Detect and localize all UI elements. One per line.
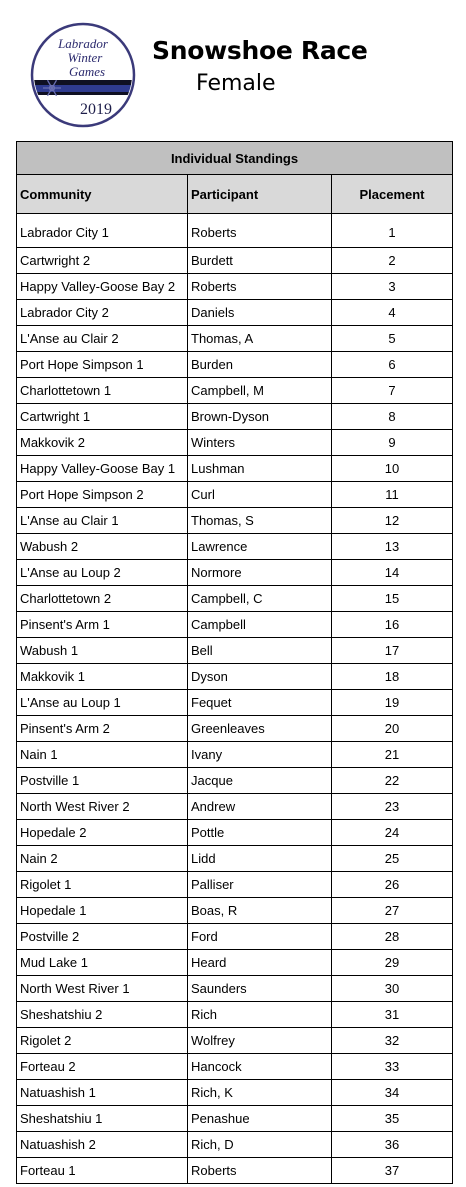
- community-cell: Happy Valley-Goose Bay 1: [17, 456, 188, 482]
- table-row: [17, 820, 453, 846]
- placement-cell: 1: [332, 214, 453, 248]
- logo-line2: Winter: [67, 50, 103, 65]
- participant-cell: Rich, K: [188, 1080, 332, 1106]
- participant-cell: Burdett: [188, 248, 332, 274]
- participant-cell: Fequet: [188, 690, 332, 716]
- community-cell: Postville 1: [17, 768, 188, 794]
- community-cell: Hopedale 1: [17, 898, 188, 924]
- community-cell: North West River 1: [17, 976, 188, 1002]
- table-row: [17, 586, 453, 612]
- logo-line3: Games: [68, 64, 106, 79]
- participant-cell: Bell: [188, 638, 332, 664]
- placement-cell: 23: [332, 794, 453, 820]
- participant-cell: Roberts: [188, 274, 332, 300]
- placement-cell: 35: [332, 1106, 453, 1132]
- table-row: [17, 1054, 453, 1080]
- community-cell: Hopedale 2: [17, 820, 188, 846]
- placement-cell: 16: [332, 612, 453, 638]
- community-cell: Charlottetown 2: [17, 586, 188, 612]
- table-row: [17, 716, 453, 742]
- community-cell: Natuashish 1: [17, 1080, 188, 1106]
- community-cell: Cartwright 1: [17, 404, 188, 430]
- placement-cell: 19: [332, 690, 453, 716]
- table-row: [17, 300, 453, 326]
- placement-cell: 33: [332, 1054, 453, 1080]
- table-row: [17, 248, 453, 274]
- community-cell: Mud Lake 1: [17, 950, 188, 976]
- table-row: [17, 1028, 453, 1054]
- participant-cell: Wolfrey: [188, 1028, 332, 1054]
- table-row: [17, 456, 453, 482]
- participant-cell: Greenleaves: [188, 716, 332, 742]
- placement-cell: 5: [332, 326, 453, 352]
- community-cell: L'Anse au Loup 1: [17, 690, 188, 716]
- placement-cell: 32: [332, 1028, 453, 1054]
- participant-cell: Hancock: [188, 1054, 332, 1080]
- table-row: [17, 898, 453, 924]
- table-header-row: [17, 175, 453, 214]
- community-cell: Makkovik 2: [17, 430, 188, 456]
- table-row: [17, 1132, 453, 1158]
- table-row: [17, 274, 453, 300]
- participant-cell: Campbell: [188, 612, 332, 638]
- placement-cell: 30: [332, 976, 453, 1002]
- community-cell: Charlottetown 1: [17, 378, 188, 404]
- participant-cell: Brown-Dyson: [188, 404, 332, 430]
- table-row: [17, 482, 453, 508]
- participant-cell: Jacque: [188, 768, 332, 794]
- table-row: [17, 612, 453, 638]
- placement-cell: 3: [332, 274, 453, 300]
- table-row: [17, 690, 453, 716]
- table-caption: Individual Standings: [17, 142, 453, 175]
- table-row: [17, 404, 453, 430]
- table-row: [17, 508, 453, 534]
- table-row: [17, 976, 453, 1002]
- placement-cell: 6: [332, 352, 453, 378]
- placement-cell: 21: [332, 742, 453, 768]
- participant-cell: Ford: [188, 924, 332, 950]
- participant-cell: Dyson: [188, 664, 332, 690]
- community-cell: Sheshatshiu 2: [17, 1002, 188, 1028]
- placement-cell: 2: [332, 248, 453, 274]
- participant-cell: Ivany: [188, 742, 332, 768]
- placement-cell: 11: [332, 482, 453, 508]
- participant-cell: Andrew: [188, 794, 332, 820]
- participant-cell: Rich: [188, 1002, 332, 1028]
- community-cell: Labrador City 1: [17, 214, 188, 248]
- placement-cell: 15: [332, 586, 453, 612]
- participant-cell: Rich, D: [188, 1132, 332, 1158]
- community-cell: Forteau 2: [17, 1054, 188, 1080]
- labrador-winter-games-logo: [30, 22, 136, 128]
- community-cell: Happy Valley-Goose Bay 2: [17, 274, 188, 300]
- participant-cell: Campbell, M: [188, 378, 332, 404]
- participant-cell: Thomas, A: [188, 326, 332, 352]
- table-row: [17, 846, 453, 872]
- placement-cell: 27: [332, 898, 453, 924]
- page-title: Snowshoe Race: [152, 36, 368, 65]
- placement-cell: 14: [332, 560, 453, 586]
- table-row: [17, 1002, 453, 1028]
- community-cell: North West River 2: [17, 794, 188, 820]
- participant-cell: Lushman: [188, 456, 332, 482]
- participant-cell: Heard: [188, 950, 332, 976]
- community-cell: Nain 1: [17, 742, 188, 768]
- participant-cell: Lawrence: [188, 534, 332, 560]
- table-row: [17, 768, 453, 794]
- table-row: [17, 378, 453, 404]
- page-subtitle: Female: [196, 71, 276, 96]
- placement-cell: 37: [332, 1158, 453, 1184]
- placement-cell: 28: [332, 924, 453, 950]
- placement-cell: 7: [332, 378, 453, 404]
- standings-table: [16, 141, 453, 1184]
- table-row: [17, 950, 453, 976]
- community-cell: Wabush 1: [17, 638, 188, 664]
- community-cell: Natuashish 2: [17, 1132, 188, 1158]
- column-header-placement: Placement: [332, 175, 453, 214]
- table-row: [17, 794, 453, 820]
- participant-cell: Campbell, C: [188, 586, 332, 612]
- community-cell: Labrador City 2: [17, 300, 188, 326]
- table-row: [17, 924, 453, 950]
- placement-cell: 18: [332, 664, 453, 690]
- community-cell: Sheshatshiu 1: [17, 1106, 188, 1132]
- participant-cell: Winters: [188, 430, 332, 456]
- column-header-participant: Participant: [188, 175, 332, 214]
- participant-cell: Roberts: [188, 214, 332, 248]
- participant-cell: Daniels: [188, 300, 332, 326]
- placement-cell: 29: [332, 950, 453, 976]
- placement-cell: 9: [332, 430, 453, 456]
- table-row: [17, 872, 453, 898]
- community-cell: L'Anse au Clair 1: [17, 508, 188, 534]
- table-row: [17, 430, 453, 456]
- logo-year: 2019: [80, 101, 112, 118]
- participant-cell: Roberts: [188, 1158, 332, 1184]
- placement-cell: 13: [332, 534, 453, 560]
- community-cell: Pinsent's Arm 2: [17, 716, 188, 742]
- participant-cell: Saunders: [188, 976, 332, 1002]
- placement-cell: 24: [332, 820, 453, 846]
- participant-cell: Boas, R: [188, 898, 332, 924]
- community-cell: Cartwright 2: [17, 248, 188, 274]
- placement-cell: 25: [332, 846, 453, 872]
- logo-line1: Labrador: [58, 36, 108, 51]
- table-row: [17, 560, 453, 586]
- community-cell: Postville 2: [17, 924, 188, 950]
- community-cell: Pinsent's Arm 1: [17, 612, 188, 638]
- participant-cell: Curl: [188, 482, 332, 508]
- table-row: [17, 638, 453, 664]
- table-caption-row: [17, 142, 453, 175]
- table-row: [17, 534, 453, 560]
- participant-cell: Penashue: [188, 1106, 332, 1132]
- community-cell: L'Anse au Loup 2: [17, 560, 188, 586]
- placement-cell: 31: [332, 1002, 453, 1028]
- community-cell: Wabush 2: [17, 534, 188, 560]
- table-row: [17, 352, 453, 378]
- table-row: [17, 1106, 453, 1132]
- placement-cell: 26: [332, 872, 453, 898]
- placement-cell: 36: [332, 1132, 453, 1158]
- placement-cell: 22: [332, 768, 453, 794]
- placement-cell: 8: [332, 404, 453, 430]
- table-row: [17, 1080, 453, 1106]
- placement-cell: 10: [332, 456, 453, 482]
- placement-cell: 4: [332, 300, 453, 326]
- placement-cell: 12: [332, 508, 453, 534]
- participant-cell: Lidd: [188, 846, 332, 872]
- placement-cell: 20: [332, 716, 453, 742]
- community-cell: Rigolet 1: [17, 872, 188, 898]
- community-cell: Rigolet 2: [17, 1028, 188, 1054]
- community-cell: Forteau 1: [17, 1158, 188, 1184]
- participant-cell: Pottle: [188, 820, 332, 846]
- table-row: [17, 326, 453, 352]
- participant-cell: Normore: [188, 560, 332, 586]
- participant-cell: Thomas, S: [188, 508, 332, 534]
- community-cell: Makkovik 1: [17, 664, 188, 690]
- table-row: [17, 664, 453, 690]
- community-cell: Port Hope Simpson 1: [17, 352, 188, 378]
- placement-cell: 17: [332, 638, 453, 664]
- participant-cell: Burden: [188, 352, 332, 378]
- participant-cell: Palliser: [188, 872, 332, 898]
- table-row: [17, 742, 453, 768]
- column-header-community: Community: [17, 175, 188, 214]
- placement-cell: 34: [332, 1080, 453, 1106]
- table-row: [17, 1158, 453, 1184]
- table-row: [17, 214, 453, 248]
- community-cell: Port Hope Simpson 2: [17, 482, 188, 508]
- community-cell: Nain 2: [17, 846, 188, 872]
- community-cell: L'Anse au Clair 2: [17, 326, 188, 352]
